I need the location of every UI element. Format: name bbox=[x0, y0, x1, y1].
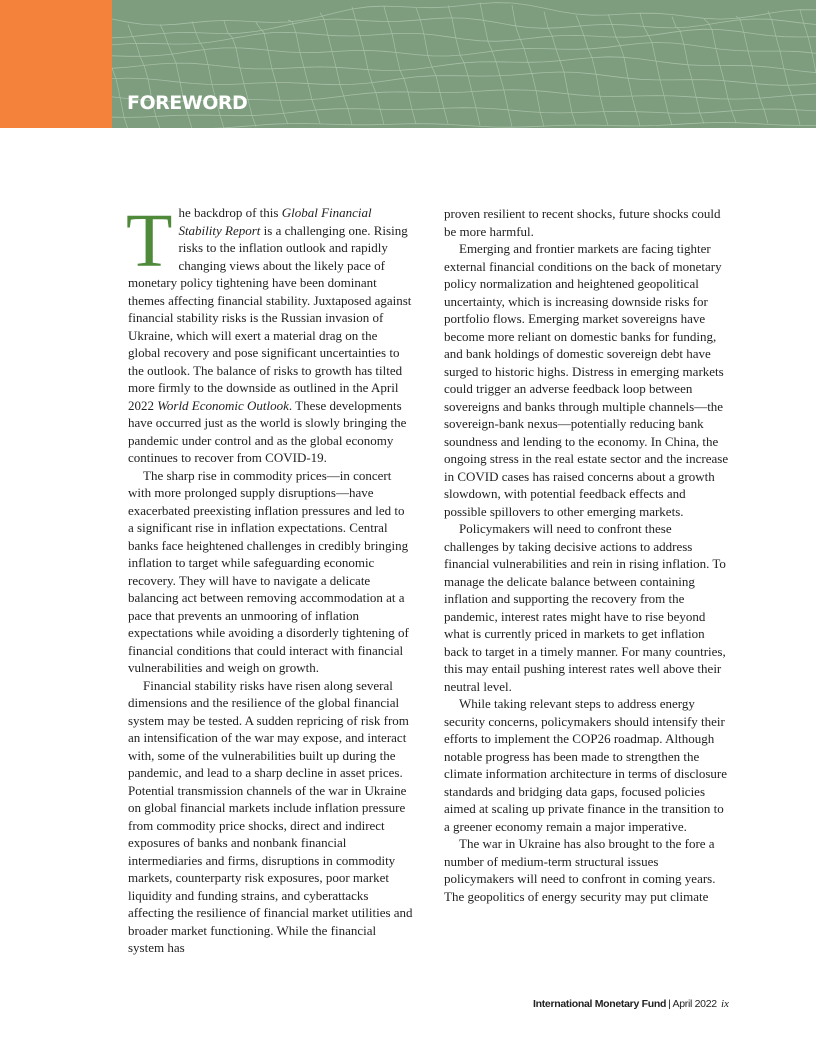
footer-organization: International Monetary Fund bbox=[533, 998, 667, 1010]
mesh-line bbox=[768, 11, 800, 125]
mesh-line bbox=[800, 10, 816, 126]
mesh-line bbox=[608, 14, 640, 126]
mesh-line bbox=[256, 23, 288, 125]
page-title: FOREWORD bbox=[127, 92, 248, 114]
mesh-line bbox=[112, 57, 816, 73]
mesh-line bbox=[640, 13, 672, 125]
text-run: he backdrop of this bbox=[178, 205, 282, 220]
mesh-line bbox=[544, 12, 576, 126]
mesh-line bbox=[112, 43, 816, 57]
body-paragraph bbox=[444, 205, 729, 240]
page-number: ix bbox=[721, 998, 729, 1010]
italic-title-run: World Economic Outlook bbox=[157, 397, 289, 413]
page-footer bbox=[533, 998, 717, 1010]
footer-separator: | bbox=[668, 998, 671, 1010]
right-text-column bbox=[444, 205, 729, 905]
mesh-line bbox=[384, 7, 416, 124]
mesh-line bbox=[112, 29, 816, 45]
body-paragraph bbox=[444, 240, 729, 520]
mesh-line bbox=[672, 17, 704, 124]
text-run: is a challenging one. Rising risks to the inflation outlook and rapidly changing views about the likely pace of monetary policy tightening have been dominant themes affecting financial stability. Juxtaposed against financial stability risks is the Russian invasion of Ukraine, which will exert a material drag on the global recovery and pose significant uncertainties to the outlook. The balance of risks to growth has tilted more firmly to the downside as outlined in the April 2022 bbox=[128, 222, 412, 413]
mesh-line bbox=[112, 72, 816, 85]
orange-accent-block bbox=[0, 0, 112, 128]
mesh-line bbox=[512, 5, 544, 127]
body-paragraph bbox=[444, 835, 729, 905]
mesh-line bbox=[112, 3, 816, 26]
mesh-line bbox=[288, 20, 320, 124]
mesh-line bbox=[112, 19, 128, 128]
text-run: The war in Ukraine has also brought to the fore a number of medium-term structural issues policymakers will need to confront in coming years. The geopolitics of energy security may put climate bbox=[444, 836, 716, 904]
mesh-line bbox=[736, 16, 768, 123]
mesh-line bbox=[576, 15, 608, 125]
body-paragraph bbox=[128, 677, 413, 957]
footer-date: April 2022 bbox=[672, 998, 717, 1010]
text-run: proven resilient to recent shocks, future shocks could be more harmful. bbox=[444, 206, 721, 239]
text-run: . These developments have occurred just as the world is slowly bringing the pandemic under control and as the global economy continues to recover from COVID-19. bbox=[128, 397, 407, 465]
left-text-column bbox=[126, 199, 413, 957]
text-run: Financial stability risks have risen along several dimensions and the resilience of the global financial system may be tested. A sudden repricing of risk from an intensification of the war may expose, and interact with, some of the vulnerabilities built up during the pandemic, and lead to a sharp decline in asset prices. Potential transmission channels of the war in Ukraine on global financial markets include inflation pressure from commodity price shocks, direct and indirect exposures of banks and nonbank financial intermediaries and firms, disruptions in commodity markets, counterparty risk exposures, poor market liquidity and funding strains, and cyberattacks affecting the resilience of financial market utilities and broader market functioning. While the financial system has bbox=[128, 677, 413, 955]
italic-title-run: Global Financial Stability Report bbox=[178, 205, 372, 238]
body-paragraph bbox=[128, 467, 413, 677]
mesh-line bbox=[112, 123, 816, 129]
body-paragraph bbox=[444, 695, 729, 835]
text-run: Policymakers will need to confront these challenges by taking decisive actions to address financial vulnerabilities and rein in rising inflation. To manage the delicate balance between containing inflation and supporting the recovery from the pandemic, interest rates might have to rise beyond what is currently priced in markets to get inflation back to target in a timely manner. For many countries, this may entail pushing interest rates well above their neutral level. bbox=[444, 521, 726, 694]
text-run: Emerging and frontier markets are facing tighter external financial conditions on the back of monetary policy normalization and heightened geopolitical uncertainty, which is increasing downside risks for portfolio flows. Emerging market sovereigns have become more reliant on domestic banks for funding, and bank holdings of domestic sovereign debt have surged to historic highs. Distress in emerging markets could trigger an adverse feedback loop between sovereigns and banks through multiple channels—the sovereign-bank nexus—potentially reducing bank soundness and lending to the economy. In China, the ongoing stress in the real estate sector and the increase in COVID cases has raised concerns about a growth slowdown, with potential feedback effects and possible spillovers to other emerging markets. bbox=[444, 241, 729, 519]
body-paragraph bbox=[444, 520, 729, 695]
right-paragraphs bbox=[444, 205, 729, 905]
mesh-line bbox=[352, 7, 384, 125]
page-header bbox=[0, 0, 816, 128]
text-run: The sharp rise in commodity prices—in concert with more prolonged supply disruptions—have exacerbated preexisting inflation pressures and led to a significant rise in inflation expectations. Central banks face heightened challenges in credibly bringing inflation to target while safeguarding economic recovery. They will have to navigate a delicate balancing act between removing accommodation at a pace that prevents an unmooring of inflation expectations while avoiding a disorderly tightening of financial conditions that could interact with financial vulnerabilities and weigh on growth. bbox=[128, 467, 409, 675]
drop-cap-letter: T bbox=[126, 199, 173, 283]
mesh-line bbox=[320, 13, 352, 125]
text-run: While taking relevant steps to address energy security concerns, policymakers should intensify their efforts to implement the COP26 roadmap. Although notable progress has been made to strengthen the climate information architecture in terms of disclosure standards and bridging data gaps, focused policies aimed at scaling up private finance in the transition to a greener economy remain a major imperative. bbox=[444, 696, 728, 834]
left-paragraphs bbox=[126, 199, 413, 957]
mesh-line bbox=[704, 19, 736, 122]
